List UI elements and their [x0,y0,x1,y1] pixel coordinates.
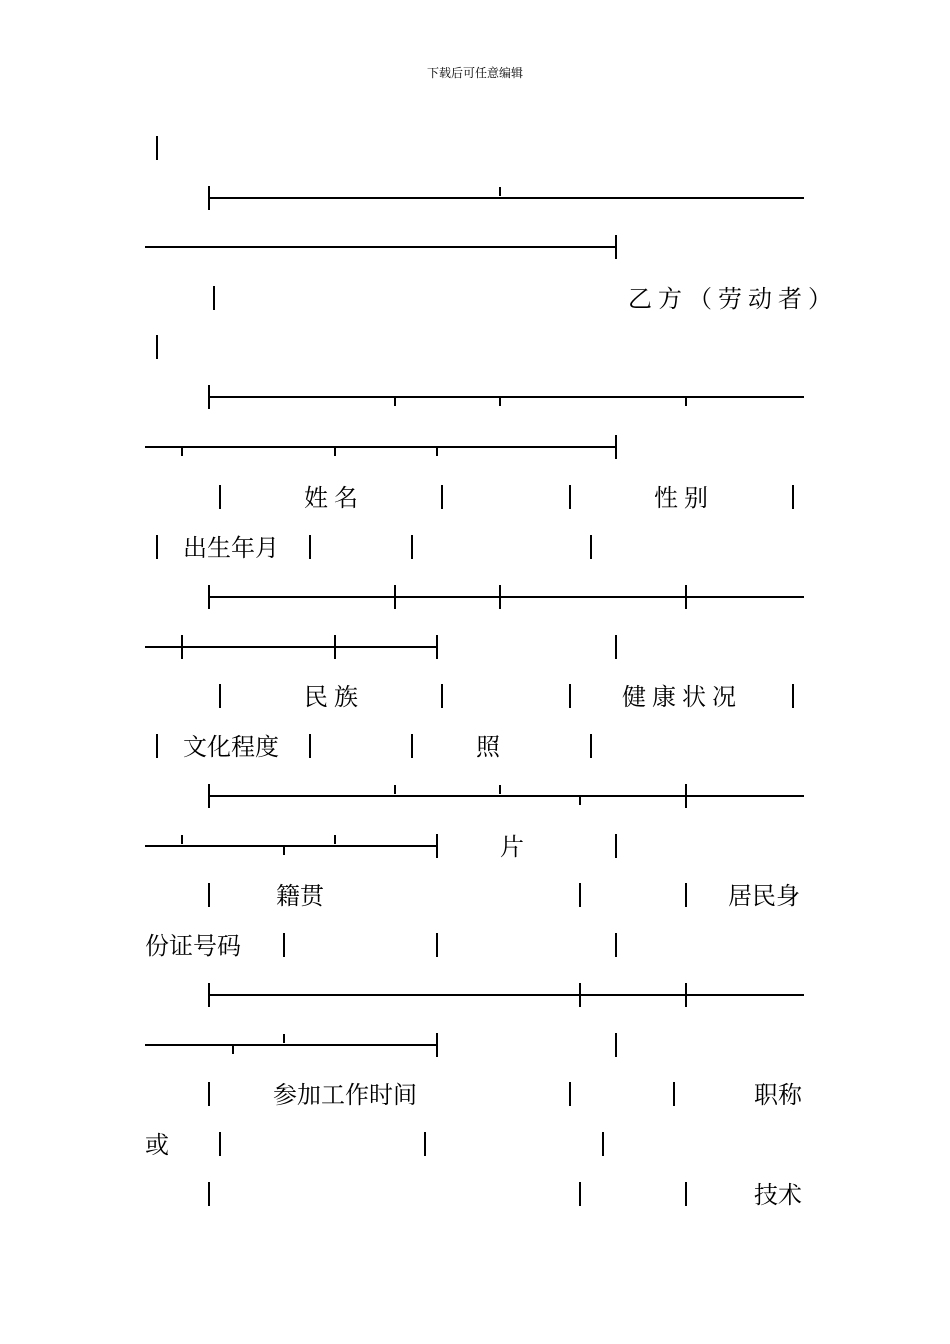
table-border [309,734,311,758]
table-border [232,1045,234,1054]
table-border [208,396,804,398]
birth-label: 出生年月 [183,534,279,562]
id-number-label-end: 份证号码 [145,932,241,960]
table-border [208,197,804,199]
table-border [394,585,396,609]
table-border [145,1044,438,1046]
table-border [283,933,285,957]
table-border [394,785,396,794]
table-border [685,883,687,907]
table-border [436,447,438,456]
table-border [145,246,617,248]
table-border [685,1182,687,1206]
party-b-label: 乙方（劳动者） [628,285,838,313]
photo-label-bottom: 片 [500,833,524,861]
page-header-note: 下载后可任意编辑 [426,66,523,80]
title-label-end: 技术 [754,1181,802,1209]
table-border [208,795,804,797]
name-label: 姓名 [304,484,364,512]
table-border [219,1132,221,1156]
table-border [334,835,336,844]
work-start-label: 参加工作时间 [273,1081,417,1109]
table-border [411,535,413,559]
id-number-label-start: 居民身 [728,882,800,910]
table-border [441,684,443,708]
table-border [156,136,158,160]
title-label-middle: 或 [145,1131,169,1159]
table-border [499,785,501,794]
table-border [792,684,794,708]
table-border [615,933,617,957]
table-border [436,933,438,957]
table-border [436,1033,438,1057]
table-border [309,535,311,559]
table-border [219,684,221,708]
table-border [145,446,617,448]
table-border [208,596,804,598]
table-border [394,397,396,406]
table-border [590,535,592,559]
table-border [436,635,438,659]
table-border [579,983,581,1007]
table-border [156,535,158,559]
table-border [685,397,687,406]
table-border [685,983,687,1007]
table-border [569,684,571,708]
table-border [579,1182,581,1206]
table-border [615,834,617,858]
photo-label-top: 照 [476,733,500,761]
table-border [283,846,285,855]
ethnicity-label: 民族 [304,683,364,711]
table-border [499,397,501,406]
table-border [602,1132,604,1156]
table-border [145,646,438,648]
table-border [792,485,794,509]
table-border [219,485,221,509]
table-border [411,734,413,758]
table-border [615,1033,617,1057]
table-border [499,187,501,196]
education-label: 文化程度 [183,733,279,761]
table-border [615,635,617,659]
table-border [208,883,210,907]
table-border [569,485,571,509]
table-border [208,1082,210,1106]
table-border [208,994,804,996]
table-border [685,784,687,808]
table-border [569,1082,571,1106]
table-border [615,235,617,259]
table-border [579,883,581,907]
table-border [334,635,336,659]
gender-label: 性别 [654,484,714,512]
table-border [213,286,215,310]
table-border [181,447,183,456]
table-border [499,585,501,609]
table-border [424,1132,426,1156]
health-label: 健康状况 [622,683,742,711]
table-border [156,335,158,359]
table-border [283,1034,285,1043]
table-border [156,734,158,758]
table-border [441,485,443,509]
table-border [590,734,592,758]
table-border [685,585,687,609]
title-label-start: 职称 [754,1081,802,1109]
table-border [673,1082,675,1106]
table-border [145,845,438,847]
table-border [334,447,336,456]
origin-label: 籍贯 [276,882,324,910]
table-border [579,796,581,805]
table-border [181,835,183,844]
table-border [208,1182,210,1206]
table-border [436,834,438,858]
table-border [615,435,617,459]
table-border [181,635,183,659]
